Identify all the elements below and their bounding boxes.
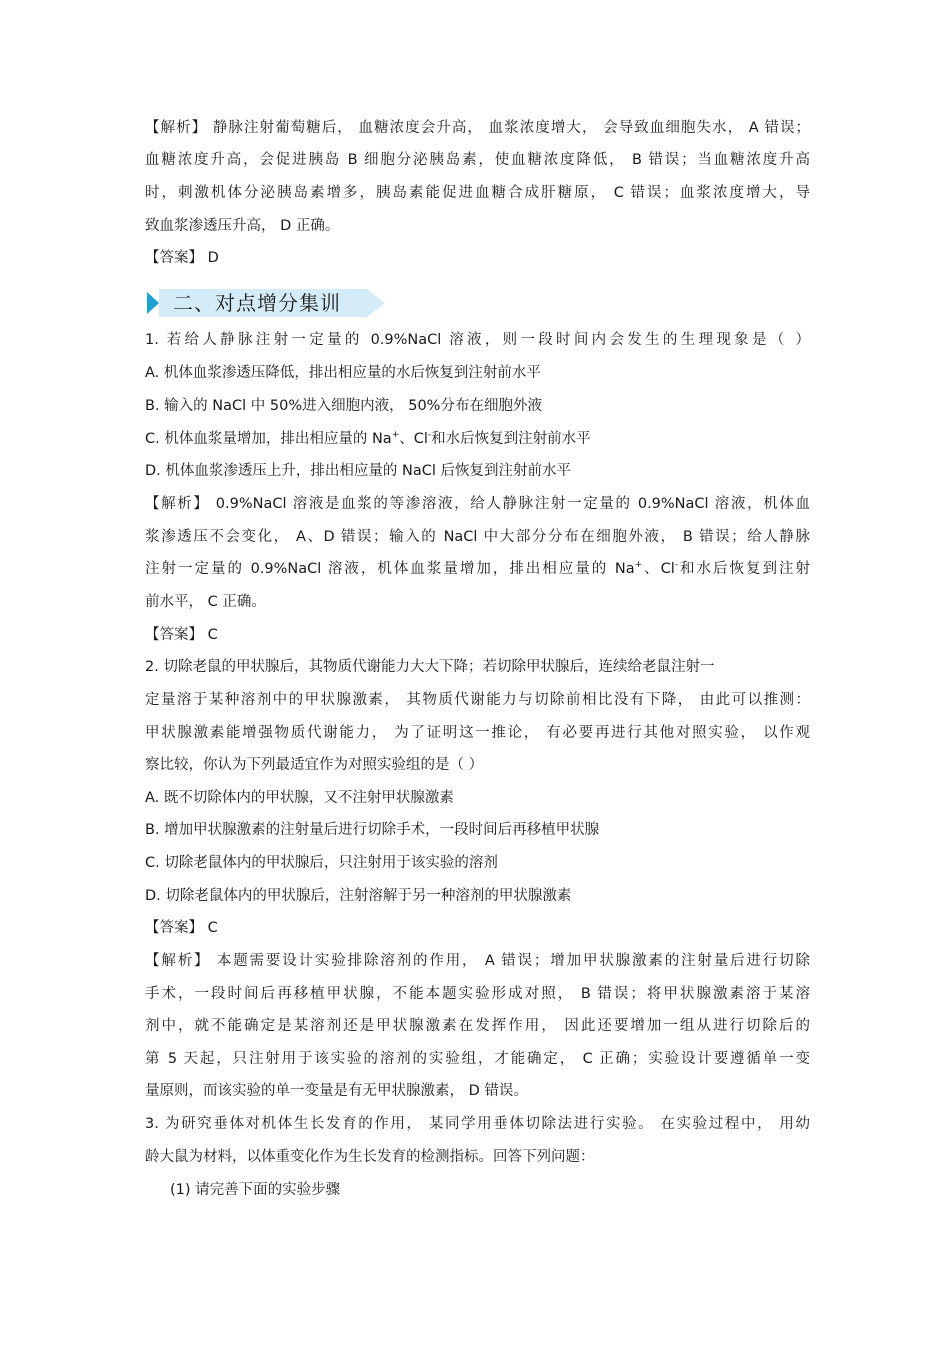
analysis-line: 【解析】 0.9%NaCl 溶液是血浆的等渗溶液，给人静脉注射一定量的 0.9%NaCl 溶液，机体血 [145, 496, 810, 512]
question-stem: 龄大鼠为材料，以体重变化作为生长发育的检测指标。回答下列问题： [145, 1149, 595, 1165]
analysis-line: 手术，一段时间后再移植甲状腺，不能本题实验形成对照， B 错误；将甲状腺激素溶于某溶 [145, 986, 810, 1002]
option-d: D. 机体血浆渗透压上升，排出相应量的 NaCl 后恢复到注射前水平 [145, 463, 571, 479]
answer-line: 【答案】 D [145, 250, 219, 266]
answer-line: 【答案】 C [145, 627, 218, 643]
analysis-line: 浆渗透压不会变化， A、D 错误；输入的 NaCl 中大部分分布在细胞外液， B 错误；给人静脉 [145, 529, 810, 545]
analysis-line: 【解析】 本题需要设计实验排除溶剂的作用， A 错误；增加甲状腺激素的注射量后进行切除 [145, 953, 810, 969]
question-stem: 察比较，你认为下列最适宜作为对照实验组的是（ ） [145, 757, 484, 773]
option-c: C. 机体血浆量增加，排出相应量的 Na+、Cl-和水后恢复到注射前水平 [145, 430, 591, 447]
section-banner [145, 289, 385, 317]
question-stem: 1. 若给人静脉注射一定量的 0.9%NaCl 溶液，则一段时间内会发生的生理现象是（ ） [145, 332, 810, 348]
analysis-line: 第 5 天起，只注射用于该实验的溶剂的实验组，才能确定， C 正确；实验设计要遵循单一变 [145, 1051, 810, 1067]
question-stem: 2. 切除老鼠的甲状腺后，其物质代谢能力大大下降；若切除甲状腺后，连续给老鼠注射一 [145, 659, 715, 675]
answer-line: 【答案】 C [145, 920, 218, 936]
analysis-line: 【解析】 静脉注射葡萄糖后， 血糖浓度会升高， 血浆浓度增大， 会导致血细胞失水， A 错误； [145, 120, 810, 136]
question-stem: 甲状腺激素能增强物质代谢能力， 为了证明这一推论， 有必要再进行其他对照实验， 以作观 [145, 725, 810, 741]
analysis-line: 注射一定量的 0.9%NaCl 溶液，机体血浆量增加，排出相应量的 Na+、Cl-和水后恢复到注射 [145, 560, 811, 577]
analysis-line: 剂中，就不能确定是某溶剂还是甲状腺激素在发挥作用， 因此还要增加一组从进行切除后的 [145, 1018, 810, 1034]
option-d: D. 切除老鼠体内的甲状腺后，注射溶解于另一种溶剂的甲状腺激素 [145, 888, 572, 904]
analysis-line: 时，刺激机体分泌胰岛素增多，胰岛素能促进血糖合成肝糖原， C 错误；血浆浓度增大，导 [145, 185, 810, 201]
option-a: A. 既不切除体内的甲状腺，又不注射甲状腺激素 [145, 790, 454, 806]
sub-question: (1) 请完善下面的实验步骤 [170, 1182, 341, 1198]
analysis-line: 致血浆渗透压升高， D 正确。 [145, 218, 340, 234]
question-stem: 定量溶于某种溶剂中的甲状腺激素， 其物质代谢能力与切除前相比没有下降， 由此可以推测： [145, 692, 810, 708]
banner-play-icon [147, 292, 159, 314]
option-b: B. 输入的 NaCl 中 50%进入细胞内液， 50%分布在细胞外液 [145, 398, 542, 414]
analysis-line: 血糖浓度升高，会促进胰岛 B 细胞分泌胰岛素，使血糖浓度降低， B 错误；当血糖浓度升高 [145, 152, 810, 168]
option-c: C. 切除老鼠体内的甲状腺后，只注射用于该实验的溶剂 [145, 855, 498, 871]
analysis-line: 量原则，而该实验的单一变量是有无甲状腺激素， D 错误。 [145, 1083, 528, 1099]
option-a: A. 机体血浆渗透压降低，排出相应量的水后恢复到注射前水平 [145, 365, 541, 381]
analysis-line: 前水平， C 正确。 [145, 594, 266, 610]
option-b: B. 增加甲状腺激素的注射量后进行切除手术，一段时间后再移植甲状腺 [145, 822, 600, 838]
question-stem: 3. 为研究垂体对机体生长发育的作用， 某同学用垂体切除法进行实验。 在实验过程中， 用幼 [145, 1116, 810, 1132]
section-title: 二、对点增分集训 [173, 291, 341, 315]
